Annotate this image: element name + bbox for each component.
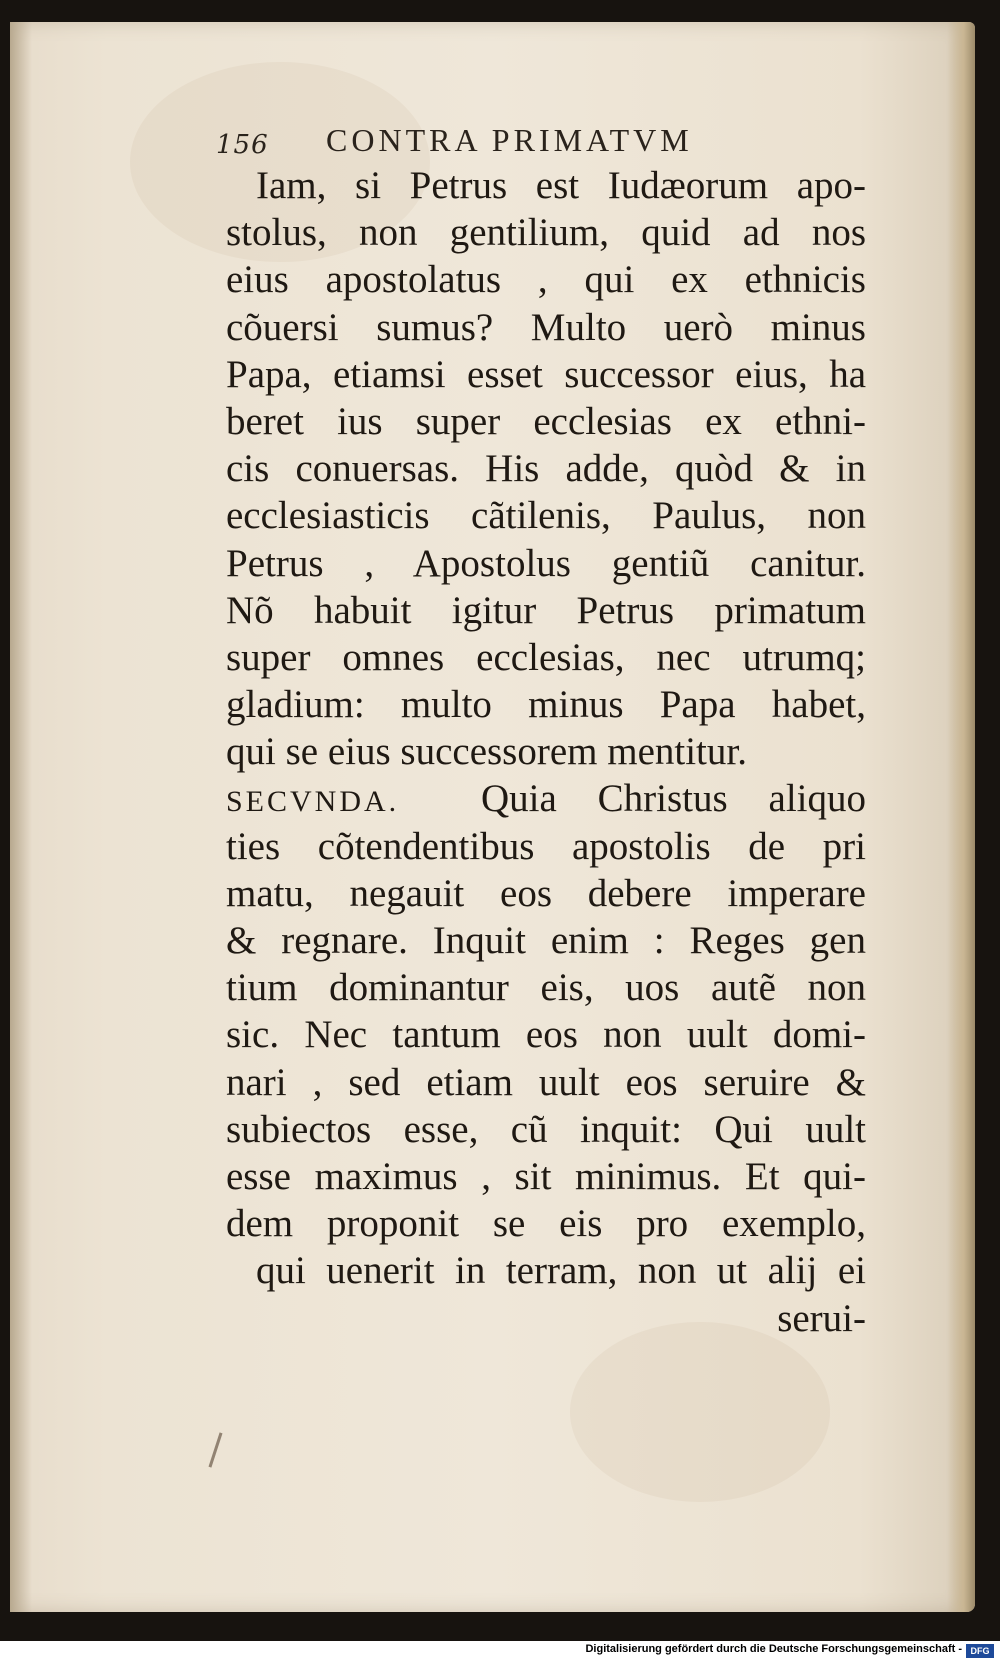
text-line: super omnes ecclesias, nec utrumq; — [226, 635, 866, 679]
text-line: tium dominantur eis, uos autẽ non — [226, 966, 866, 1010]
text-line: matu, negauit eos debere imperare — [226, 871, 866, 915]
text-line-section — [226, 775, 866, 822]
text-line: stolus, non gentilium, quid ad nos — [226, 211, 866, 255]
section-heading: SECVNDA. — [226, 785, 400, 819]
text-line: subiectos esse, cũ inquit: Qui uult — [226, 1107, 866, 1151]
text-fragment: Quia Christus aliquo — [480, 777, 866, 821]
page-edge — [947, 22, 975, 1612]
text-line: Iam, si Petrus est Iudæorum apo- — [256, 164, 866, 207]
text-line: Papa, etiamsi esset successor eius, ha — [226, 352, 866, 396]
text-line: Nõ habuit igitur Petrus primatum — [226, 588, 866, 632]
paper-stain — [570, 1322, 830, 1502]
page-number: 156 — [216, 130, 269, 160]
text-line: cis conuersas. His adde, quòd & in — [226, 447, 866, 491]
spine-shadow — [10, 22, 32, 1612]
text-line: nari , sed etiam uult eos seruire & — [226, 1060, 866, 1104]
text-line: gladium: multo minus Papa habet, — [226, 683, 866, 727]
digitization-footer — [0, 1641, 1000, 1661]
text-line: ecclesiasticis cãtilenis, Paulus, non — [226, 494, 866, 538]
body-text — [226, 162, 866, 1342]
running-title: CONTRA PRIMATVM — [326, 122, 693, 158]
text-line: ties cõtendentibus apostolis de pri — [226, 824, 866, 868]
text-line: eius apostolatus , qui ex ethnicis — [226, 258, 866, 302]
text-line: dem proponit se eis pro exemplo, — [226, 1202, 866, 1246]
text-line: beret ius super ecclesias ex ethni- — [226, 399, 866, 443]
funding-credit: Digitalisierung gefördert durch die Deutsche Forschungsgemeinschaft - — [585, 1643, 962, 1655]
text-line: & regnare. Inquit enim : Reges gen — [226, 919, 866, 962]
text-line: cõuersi sumus? Multo uerò minus — [226, 305, 866, 349]
catchword: serui- — [777, 1296, 866, 1340]
text-line: esse maximus , sit minimus. Et qui- — [226, 1154, 866, 1198]
text-line: qui se eius successorem mentitur. — [226, 730, 747, 774]
text-line: qui uenerit in terram, non ut alij ei — [256, 1249, 866, 1293]
dfg-logo-icon: DFG — [966, 1644, 994, 1658]
text-line: sic. Nec tantum eos non uult domi- — [226, 1013, 866, 1057]
page-header — [216, 118, 876, 166]
text-line: Petrus , Apostolus gentiũ canitur. — [226, 541, 866, 585]
